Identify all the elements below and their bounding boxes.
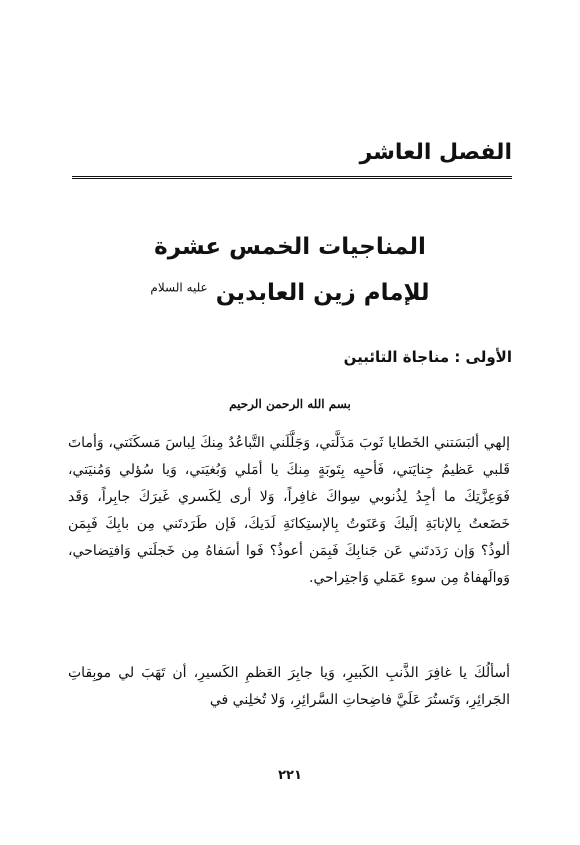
honorific-symbol: عليه السلام [150, 280, 208, 295]
chapter-title: الفصل العاشر [359, 140, 512, 165]
chapter-header [72, 140, 512, 165]
basmala: بسم الله الرحمن الرحيم [229, 397, 351, 411]
paragraph-2: أسألُكَ يا غافِرَ الذَّنبِ الكَبيرِ، وَيا جابِرَ العَظمِ الكَسيرِ، أن تَهَبَ لي موبِقاتِ الجَرائِرِ، وَتَستُرَ عَلَيَّ فاضِحاتِ السَّرائِرِ، وَلا تُخلِني في [68, 665, 510, 708]
main-title-line-1: المناجيات الخمس عشرة [154, 234, 426, 260]
main-title-line-2-text: للإمام زين العابدين [215, 280, 430, 306]
paragraph-1: إلهي ألبَسَتني الخَطايا ثَوبَ مَذَلَّتي، وَجَلَّلَني التَّباعُدُ مِنكَ لِباسَ مَسكَنَتي، وَأماتَ قَلبي عَظيمُ جِنايَتي، فَأحيِه بِتَوبَةٍ مِنكَ يا أمَلي وَبُغيَتي، وَيا سُؤلي وَمُنيَتي، فَوَعِزَّتِكَ ما أجِدُ لِذُنوبي سِواكَ غافِراً، وَلا أرى لِكَسري غَيرَكَ جابِراً، وَقَد خَضَعتُ بِالإنابَةِ إلَيكَ وَعَنَوتُ بِالإستِكانَةِ لَدَيكَ، فَإن طَرَدتَني مِن بابِكَ فَبِمَن ألوذُ؟ وَإن رَدَدتَني عَن جَنابِكَ فَبِمَن أعوذُ؟ فَوا أسَفاهُ مِن خَجلَتي وَافتِضاحي، وَوالَهفاهُ مِن سوءِ عَمَلي وَاجتِراحي. [68, 435, 510, 586]
chapter-divider [72, 176, 512, 179]
section-title: الأولى : مناجاة التائبين [343, 348, 512, 366]
page-number: ٢٢١ [278, 768, 302, 783]
main-title-line-2 [60, 280, 520, 306]
